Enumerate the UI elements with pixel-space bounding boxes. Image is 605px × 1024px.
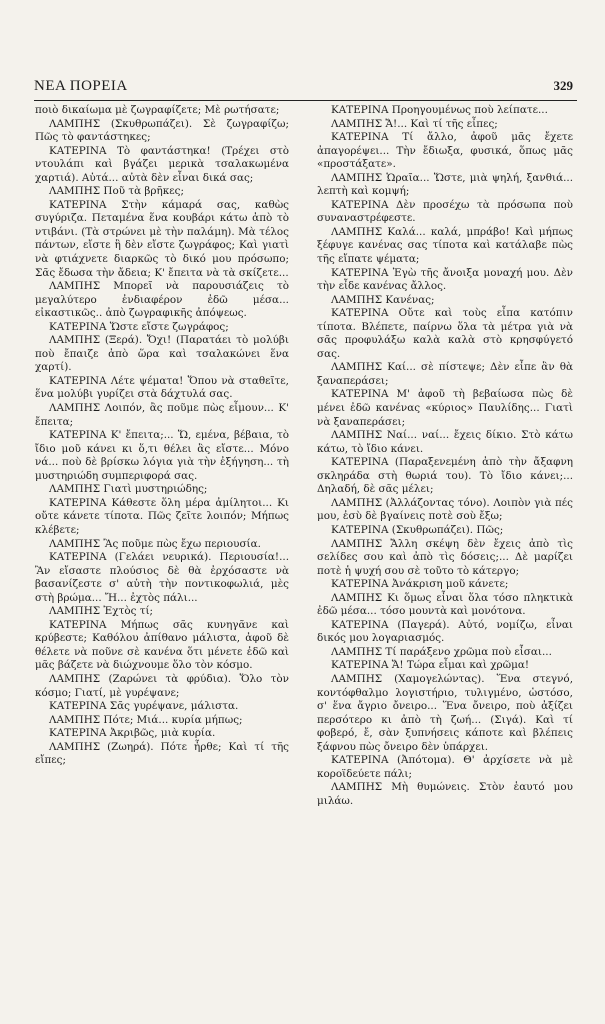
dialogue-paragraph: ΚΑΤΕΡΙΝΑ Τὸ φαντάστηκα! (Τρέχει στὸ ντουλάπι καὶ βγάζει μερικὰ τσαλακωμένα χαρτιά). Αὐτά... αὐτὰ δὲν εἶναι δικά σας; bbox=[35, 144, 289, 184]
page-number: 329 bbox=[553, 78, 573, 93]
dialogue-paragraph: ΛΑΜΠΗΣ Καί... σὲ πίστεψε; Δὲν εἶπε ἂν θὰ ξαναπεράσει; bbox=[317, 361, 573, 387]
dialogue-paragraph: ΛΑΜΠΗΣ Κι ὅμως εἶναι ὅλα τόσο πληκτικὰ ἐδῶ μέσα... τόσο μουντὰ καὶ μονότονα. bbox=[317, 591, 573, 618]
journal-title: ΝΕΑ ΠΟΡΕΙΑ bbox=[34, 78, 128, 94]
dialogue-paragraph: ΚΑΤΕΡΙΝΑ (Ἀπότομα). Θ' ἀρχίσετε νὰ μὲ κοροϊδεύετε πάλι; bbox=[317, 754, 573, 780]
dialogue-paragraph: ΛΑΜΠΗΣ (Ζωηρά). Πότε ἦρθε; Καὶ τί τῆς εἴπες; bbox=[35, 740, 289, 767]
dialogue-paragraph: ΚΑΤΕΡΙΝΑ Κάθεστε ὅλη μέρα ἀμίλητοι... Κι οὔτε κάνετε τίποτα. Πῶς ζεῖτε λοιπόν; Μήπως κλέβετε; bbox=[35, 496, 289, 536]
dialogue-paragraph: ΚΑΤΕΡΙΝΑ Ἄ! Τώρα εἶμαι καὶ χρῶμα! bbox=[331, 659, 530, 672]
dialogue-paragraph: ΚΑΤΕΡΙΝΑ Οὔτε καὶ τοὺς εἶπα κατόπιν τίποτα. Βλέπετε, παίρνω ὅλα τὰ μέτρα γιὰ νὰ σᾶς προφυλάξω καλὰ καλὰ στὸ κρησφύγετό σας. bbox=[317, 307, 573, 360]
dialogue-paragraph: ΛΑΜΠΗΣ (Ἀλλάζοντας τόνο). Λοιπὸν γιὰ πές μου, ἐσὺ δὲ βγαίνεις ποτὲ σοὺ ἔξω; bbox=[317, 496, 573, 523]
dialogue-paragraph: ΛΑΜΠΗΣ (Σκυθρωπάζει). Σὲ ζωγραφίζω; Πῶς τὸ φαντάστηκες; bbox=[35, 117, 289, 144]
dialogue-paragraph: ΚΑΤΕΡΙΝΑ Μήπως σᾶς κυνηγᾶνε καὶ κρύβεστε; Καθόλου ἀπίθανο μάλιστα, ἀφοῦ δὲ θέλετε νὰ ποῦνε σὲ κανένα ὅτι μένετε ἐδῶ καὶ μᾶς βάζετε νὰ διώχνουμε ὅλο τὸν κόσμο. bbox=[35, 618, 289, 672]
dialogue-paragraph: ΛΑΜΠΗΣ (Χαμογελώντας). Ἕνα στεγνό, κοντόφθαλμο λογιστήριο, τυλιγμένο, ὡστόσο, σ' ἕνα ἄγριο ὄνειρο... Ἕνα ὄνειρο, ποὺ ἀξίζει περσότερο κι ἀπὸ τὴ ζωή... (Σιγά). Καὶ τί φοβερό, ἔ, σὰν ξυπνήσεις κάποτε καὶ βλέπεις ξάφνου πὼς ὄνειρο δὲν ὑπάρχει. bbox=[317, 672, 573, 753]
dialogue-paragraph: ΚΑΤΕΡΙΝΑ Ἐγὼ τῆς ἄνοιξα μοναχή μου. Δὲν τὴν εἶδε κανένας ἄλλος. bbox=[317, 266, 573, 293]
running-header bbox=[34, 78, 577, 101]
dialogue-paragraph: ΛΑΜΠΗΣ Ποῦ τὰ βρῆκες; bbox=[49, 185, 184, 198]
dialogue-paragraph: ΚΑΤΕΡΙΝΑ (Παγερά). Αὐτό, νομίζω, εἶναι δικός μου λογαριασμός. bbox=[317, 618, 573, 645]
dialogue-paragraph: ΚΑΤΕΡΙΝΑ Προηγουμένως ποὺ λείπατε... bbox=[331, 104, 548, 116]
dialogue-paragraph: ΚΑΤΕΡΙΝΑ Δὲν προσέχω τὰ πρόσωπα ποὺ συναναστρέφεστε. bbox=[317, 198, 573, 225]
dialogue-paragraph: ΚΑΤΕΡΙΝΑ Στὴν κάμαρά σας, καθὼς συγύριζα. Πεταμένα ἕνα κουβάρι κάτω ἀπὸ τὸ ντιβάνι. (Τὰ στρώνει μὲ τὴν παλάμη). Μὰ τέλος πάντων, εἴστε ἢ δὲν εἴστε ζωγράφος; Καὶ γιατὶ νὰ φτιάχνετε διαρκῶς τὸ δικό μου πρόσωπο; Σᾶς ἔδωσα τὴν ἄδεια; Κ' ἔπειτα νὰ τὰ σκίζετε... bbox=[35, 198, 289, 279]
dialogue-paragraph: ΛΑΜΠΗΣ Τί παράξενο χρῶμα ποὺ εἶσαι... bbox=[331, 645, 552, 658]
dialogue-paragraph: ποιὸ δικαίωμα μὲ ζωγραφίζετε; Μὲ ρωτήσατε; bbox=[35, 104, 280, 116]
dialogue-paragraph: ΚΑΤΕΡΙΝΑ Ἀνάκριση μοῦ κάνετε; bbox=[331, 578, 509, 591]
dialogue-paragraph: ΚΑΤΕΡΙΝΑ (Σκυθρωπάζει). Πῶς; bbox=[331, 523, 504, 536]
dialogue-paragraph: ΛΑΜΠΗΣ Ἐχτὸς τί; bbox=[49, 605, 154, 618]
dialogue-paragraph: ΛΑΜΠΗΣ (Ξερά). Ὄχι! (Παρατάει τὸ μολύβι ποὺ ἔπαιζε ἀπὸ ὥρα καὶ τσαλακώνει ἕνα χαρτί). bbox=[35, 334, 289, 374]
dialogue-paragraph: ΚΑΤΕΡΙΝΑ Τί ἄλλο, ἀφοῦ μᾶς ἔχετε ἀπαγορέψει... Τὴν ἔδιωξα, φυσικά, ὅπως μᾶς «προστάξατε». bbox=[317, 131, 573, 171]
dialogue-paragraph: ΛΑΜΠΗΣ Γιατὶ μυστηριώδης; bbox=[49, 483, 208, 496]
dialogue-paragraph: ΚΑΤΕΡΙΝΑ Ἀκριβῶς, μιὰ κυρία. bbox=[49, 727, 216, 740]
dialogue-paragraph: ΛΑΜΠΗΣ Μπορεῖ νὰ παρουσιάζεις τὸ μεγαλύτερο ἐνδιαφέρον ἐδῶ μέσα... εἰκαστικῶς.. ἀπὸ ζωγραφικῆς ἀπόψεως. bbox=[35, 280, 289, 320]
dialogue-paragraph: ΛΑΜΠΗΣ Ἄ!... Καὶ τί τῆς εἶπες; bbox=[331, 117, 498, 130]
dialogue-paragraph: ΛΑΜΠΗΣ Καλά... καλά, μπράβο! Καὶ μήπως ξέφυγε κανένας σας τίποτα καὶ κατάλαβε πὼς τῆς εἴπατε ψέματα; bbox=[317, 225, 573, 266]
dialogue-paragraph: ΚΑΤΕΡΙΝΑ (Γελάει νευρικά). Περιουσία!... Ἂν εἴσαστε πλούσιος δὲ θὰ ἐρχόσαστε νὰ βασανίζεστε σ' αὐτὴ τὴν ποντικοφωλιά, μὲς στὴ βρώμα... Ἤ... ἐχτὸς πάλι... bbox=[35, 551, 289, 604]
dialogue-paragraph: ΛΑΜΠΗΣ Πότε; Μιά... κυρία μήπως; bbox=[49, 713, 243, 726]
dialogue-paragraph: ΛΑΜΠΗΣ Κανένας; bbox=[331, 293, 435, 306]
dialogue-paragraph: ΚΑΤΕΡΙΝΑ (Παραξενεμένη ἀπὸ τὴν ἄξαφνη σκληράδα στὴ θωριά του). Τὸ ἴδιο κάνει;... Δηλαδή, δὲ σᾶς μέλει; bbox=[317, 456, 573, 496]
dialogue-paragraph: ΛΑΜΠΗΣ Ναί... ναί... ἔχεις δίκιο. Στὸ κάτω κάτω, τὸ ἴδιο κάνει. bbox=[317, 429, 573, 455]
dialogue-paragraph: ΛΑΜΠΗΣ Ἂς ποῦμε πὼς ἔχω περιουσία. bbox=[49, 537, 261, 550]
dialogue-paragraph: ΚΑΤΕΡΙΝΑ Λέτε ψέματα! Ὅπου νὰ σταθεῖτε, ἕνα μολύβι γυρίζει στὰ δάχτυλά σας. bbox=[35, 374, 289, 401]
dialogue-paragraph: ΛΑΜΠΗΣ Μὴ θυμώνεις. Στὸν ἑαυτό μου μιλάω. bbox=[317, 781, 573, 807]
dialogue-paragraph: ΛΑΜΠΗΣ Λοιπόν, ἂς ποῦμε πὼς εἶμουν... Κ' ἔπειτα; bbox=[35, 402, 289, 428]
right-column bbox=[317, 104, 573, 808]
dialogue-paragraph: ΛΑΜΠΗΣ Ἄλλη σκέψη δὲν ἔχεις ἀπὸ τὶς σελίδες σου καὶ ἀπὸ τὶς δόσεις;... Δὲ μαρίζει ποτὲ ἡ ψυχή σου σὲ τοῦτο τὸ κάτεργο; bbox=[317, 537, 573, 577]
dialogue-paragraph: ΚΑΤΕΡΙΝΑ Κ' ἔπειτα;... Ὥ, εμένα, βέβαια, τὸ ἴδιο μοῦ κάνει κι ὅ,τι θέλει ἂς εἴστε... Μόνο νά... ποὺ δὲ βρίσκω λόγια γιὰ τὴν ἐξήγηση... τὴ μυστηριώδη συμπεριφορά σας. bbox=[35, 429, 289, 482]
left-column bbox=[35, 104, 289, 768]
dialogue-paragraph: ΚΑΤΕΡΙΝΑ Μ' ἀφοῦ τὴ βεβαίωσα πὼς δὲ μένει ἐδῶ κανένας «κύριος» Παυλίδης... Γιατὶ νὰ ξαναπεράσει; bbox=[317, 388, 573, 428]
dialogue-paragraph: ΚΑΤΕΡΙΝΑ Ὥστε εἴστε ζωγράφος; bbox=[49, 320, 229, 333]
dialogue-paragraph: ΚΑΤΕΡΙΝΑ Σᾶς γυρέψανε, μάλιστα. bbox=[49, 700, 239, 713]
dialogue-paragraph: ΛΑΜΠΗΣ (Ζαρώνει τὰ φρύδια). Ὅλο τὸν κόσμο; Γιατί, μὲ γυρέψανε; bbox=[35, 672, 289, 699]
dialogue-paragraph: ΛΑΜΠΗΣ Ὡραῖα... Ὥστε, μιὰ ψηλή, ξανθιά... λεπτὴ καὶ κομψή; bbox=[317, 171, 573, 198]
